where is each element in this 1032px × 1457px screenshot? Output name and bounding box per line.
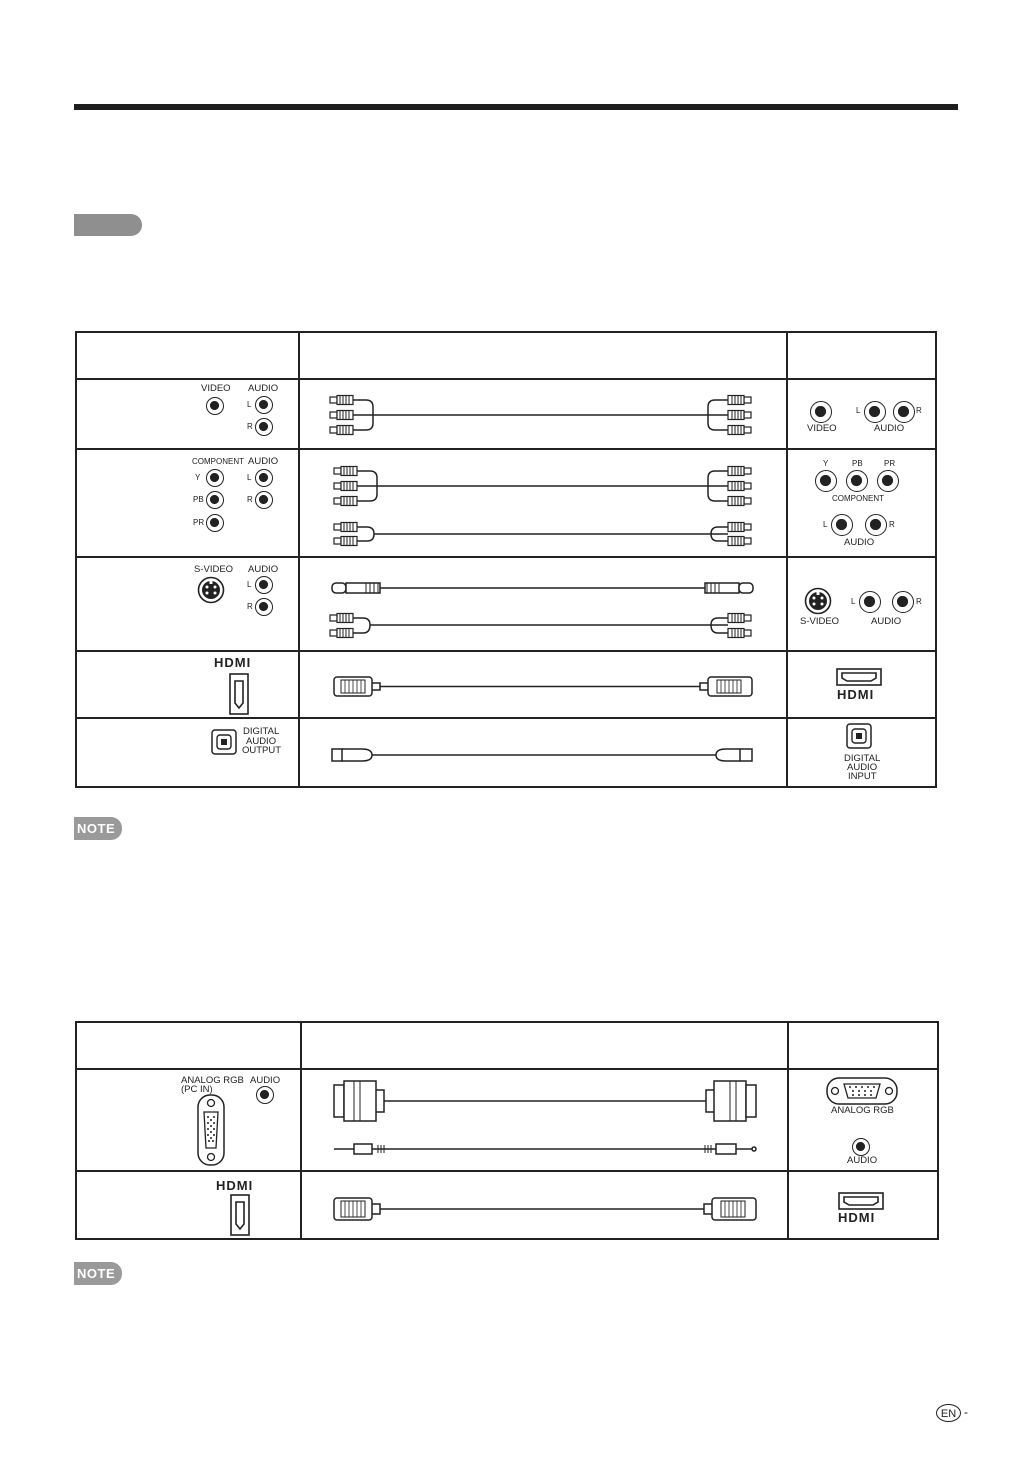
note-badge: NOTE (74, 817, 122, 840)
audio-l-jack (859, 591, 881, 613)
pb-label: PB (852, 459, 863, 468)
component-label: COMPONENT (832, 494, 884, 503)
optical-port-icon (211, 729, 237, 755)
pr-jack (206, 514, 224, 532)
col-divider (298, 331, 300, 788)
pr-label: PR (193, 518, 205, 527)
audio-label: AUDIO (847, 762, 878, 773)
hdmi-logo: HDMI (216, 1178, 254, 1193)
audio-label: AUDIO (248, 564, 279, 575)
col-divider (786, 331, 788, 788)
hdmi-logo: HDMI (838, 1210, 876, 1225)
svideo-jack (197, 576, 225, 604)
hdmi-port-icon (838, 1192, 884, 1210)
svideo-label: S-VIDEO (194, 564, 234, 575)
pb-jack (846, 470, 868, 492)
analog-rgb-label: ANALOG RGB (181, 1075, 244, 1086)
row-divider (75, 1170, 939, 1172)
hdmi-port-icon (229, 673, 249, 715)
audio-label: AUDIO (250, 1075, 281, 1086)
hdmi-port-icon (836, 668, 882, 686)
audio-r-jack (893, 401, 915, 423)
vga-port-icon (826, 1076, 898, 1106)
hdmi-logo: HDMI (214, 655, 252, 670)
audio-l-label: L (823, 520, 828, 529)
y-label: Y (195, 473, 201, 482)
audio-l-label: L (856, 406, 861, 415)
audio-label: AUDIO (246, 736, 277, 747)
y-label: Y (823, 459, 829, 468)
header-divider (75, 378, 937, 380)
col-divider (787, 1021, 789, 1240)
header-divider (75, 1068, 939, 1070)
audio-l-label: L (247, 473, 252, 482)
audio-jack (256, 1086, 274, 1104)
row-divider (75, 448, 937, 450)
audio-r-jack (865, 514, 887, 536)
audio-label: AUDIO (248, 456, 279, 467)
video-jack (206, 397, 224, 415)
video-jack (810, 401, 832, 423)
pb-jack (206, 491, 224, 509)
audio-r-label: R (889, 520, 895, 529)
language-badge: EN (936, 1404, 961, 1422)
top-rule (74, 104, 958, 110)
output-label: OUTPUT (242, 745, 282, 756)
pb-label: PB (193, 495, 204, 504)
audio-r-jack (892, 591, 914, 613)
audio-l-jack (831, 514, 853, 536)
y-jack (206, 469, 224, 487)
audio-r-label: R (247, 495, 253, 504)
row-divider (75, 717, 937, 719)
video-label: VIDEO (201, 383, 231, 394)
optical-port-icon (846, 723, 872, 749)
pr-jack (877, 470, 899, 492)
audio-l-jack (255, 396, 273, 414)
audio-jack (852, 1138, 870, 1156)
audio-r-jack (255, 598, 273, 616)
audio-l-label: L (851, 597, 856, 606)
audio-l-label: L (247, 400, 252, 409)
audio-l-label: L (247, 580, 252, 589)
y-jack (815, 470, 837, 492)
audio-r-jack (255, 491, 273, 509)
component-label: COMPONENT (192, 457, 244, 466)
audio-r-jack (255, 418, 273, 436)
audio-label: AUDIO (248, 383, 279, 394)
pr-label: PR (884, 459, 896, 468)
audio-r-label: R (916, 406, 922, 415)
audio-label: AUDIO (871, 616, 902, 627)
audio-label: AUDIO (844, 537, 875, 548)
section-tab (74, 214, 142, 236)
pc-in-label: (PC IN) (181, 1084, 213, 1095)
audio-r-label: R (247, 422, 253, 431)
audio-r-label: R (247, 602, 253, 611)
audio-l-jack (864, 401, 886, 423)
hdmi-port-icon (230, 1194, 250, 1236)
digital-label: DIGITAL (243, 726, 280, 737)
page-number-dash: - (964, 1405, 968, 1419)
audio-l-jack (255, 576, 273, 594)
col-divider (300, 1021, 302, 1240)
row-divider (75, 556, 937, 558)
svideo-label: S-VIDEO (800, 616, 840, 627)
audio-r-label: R (916, 597, 922, 606)
note-badge: NOTE (74, 1262, 122, 1285)
hdmi-logo: HDMI (837, 687, 875, 702)
connection-table-av (75, 331, 937, 788)
audio-l-jack (255, 469, 273, 487)
audio-label: AUDIO (847, 1155, 878, 1166)
digital-label: DIGITAL (844, 753, 881, 764)
audio-label: AUDIO (874, 423, 905, 434)
video-label: VIDEO (807, 423, 837, 434)
analog-rgb-label: ANALOG RGB (831, 1105, 894, 1116)
vga-port-icon (196, 1094, 226, 1166)
svideo-jack (804, 587, 832, 615)
input-label: INPUT (848, 771, 877, 782)
row-divider (75, 650, 937, 652)
